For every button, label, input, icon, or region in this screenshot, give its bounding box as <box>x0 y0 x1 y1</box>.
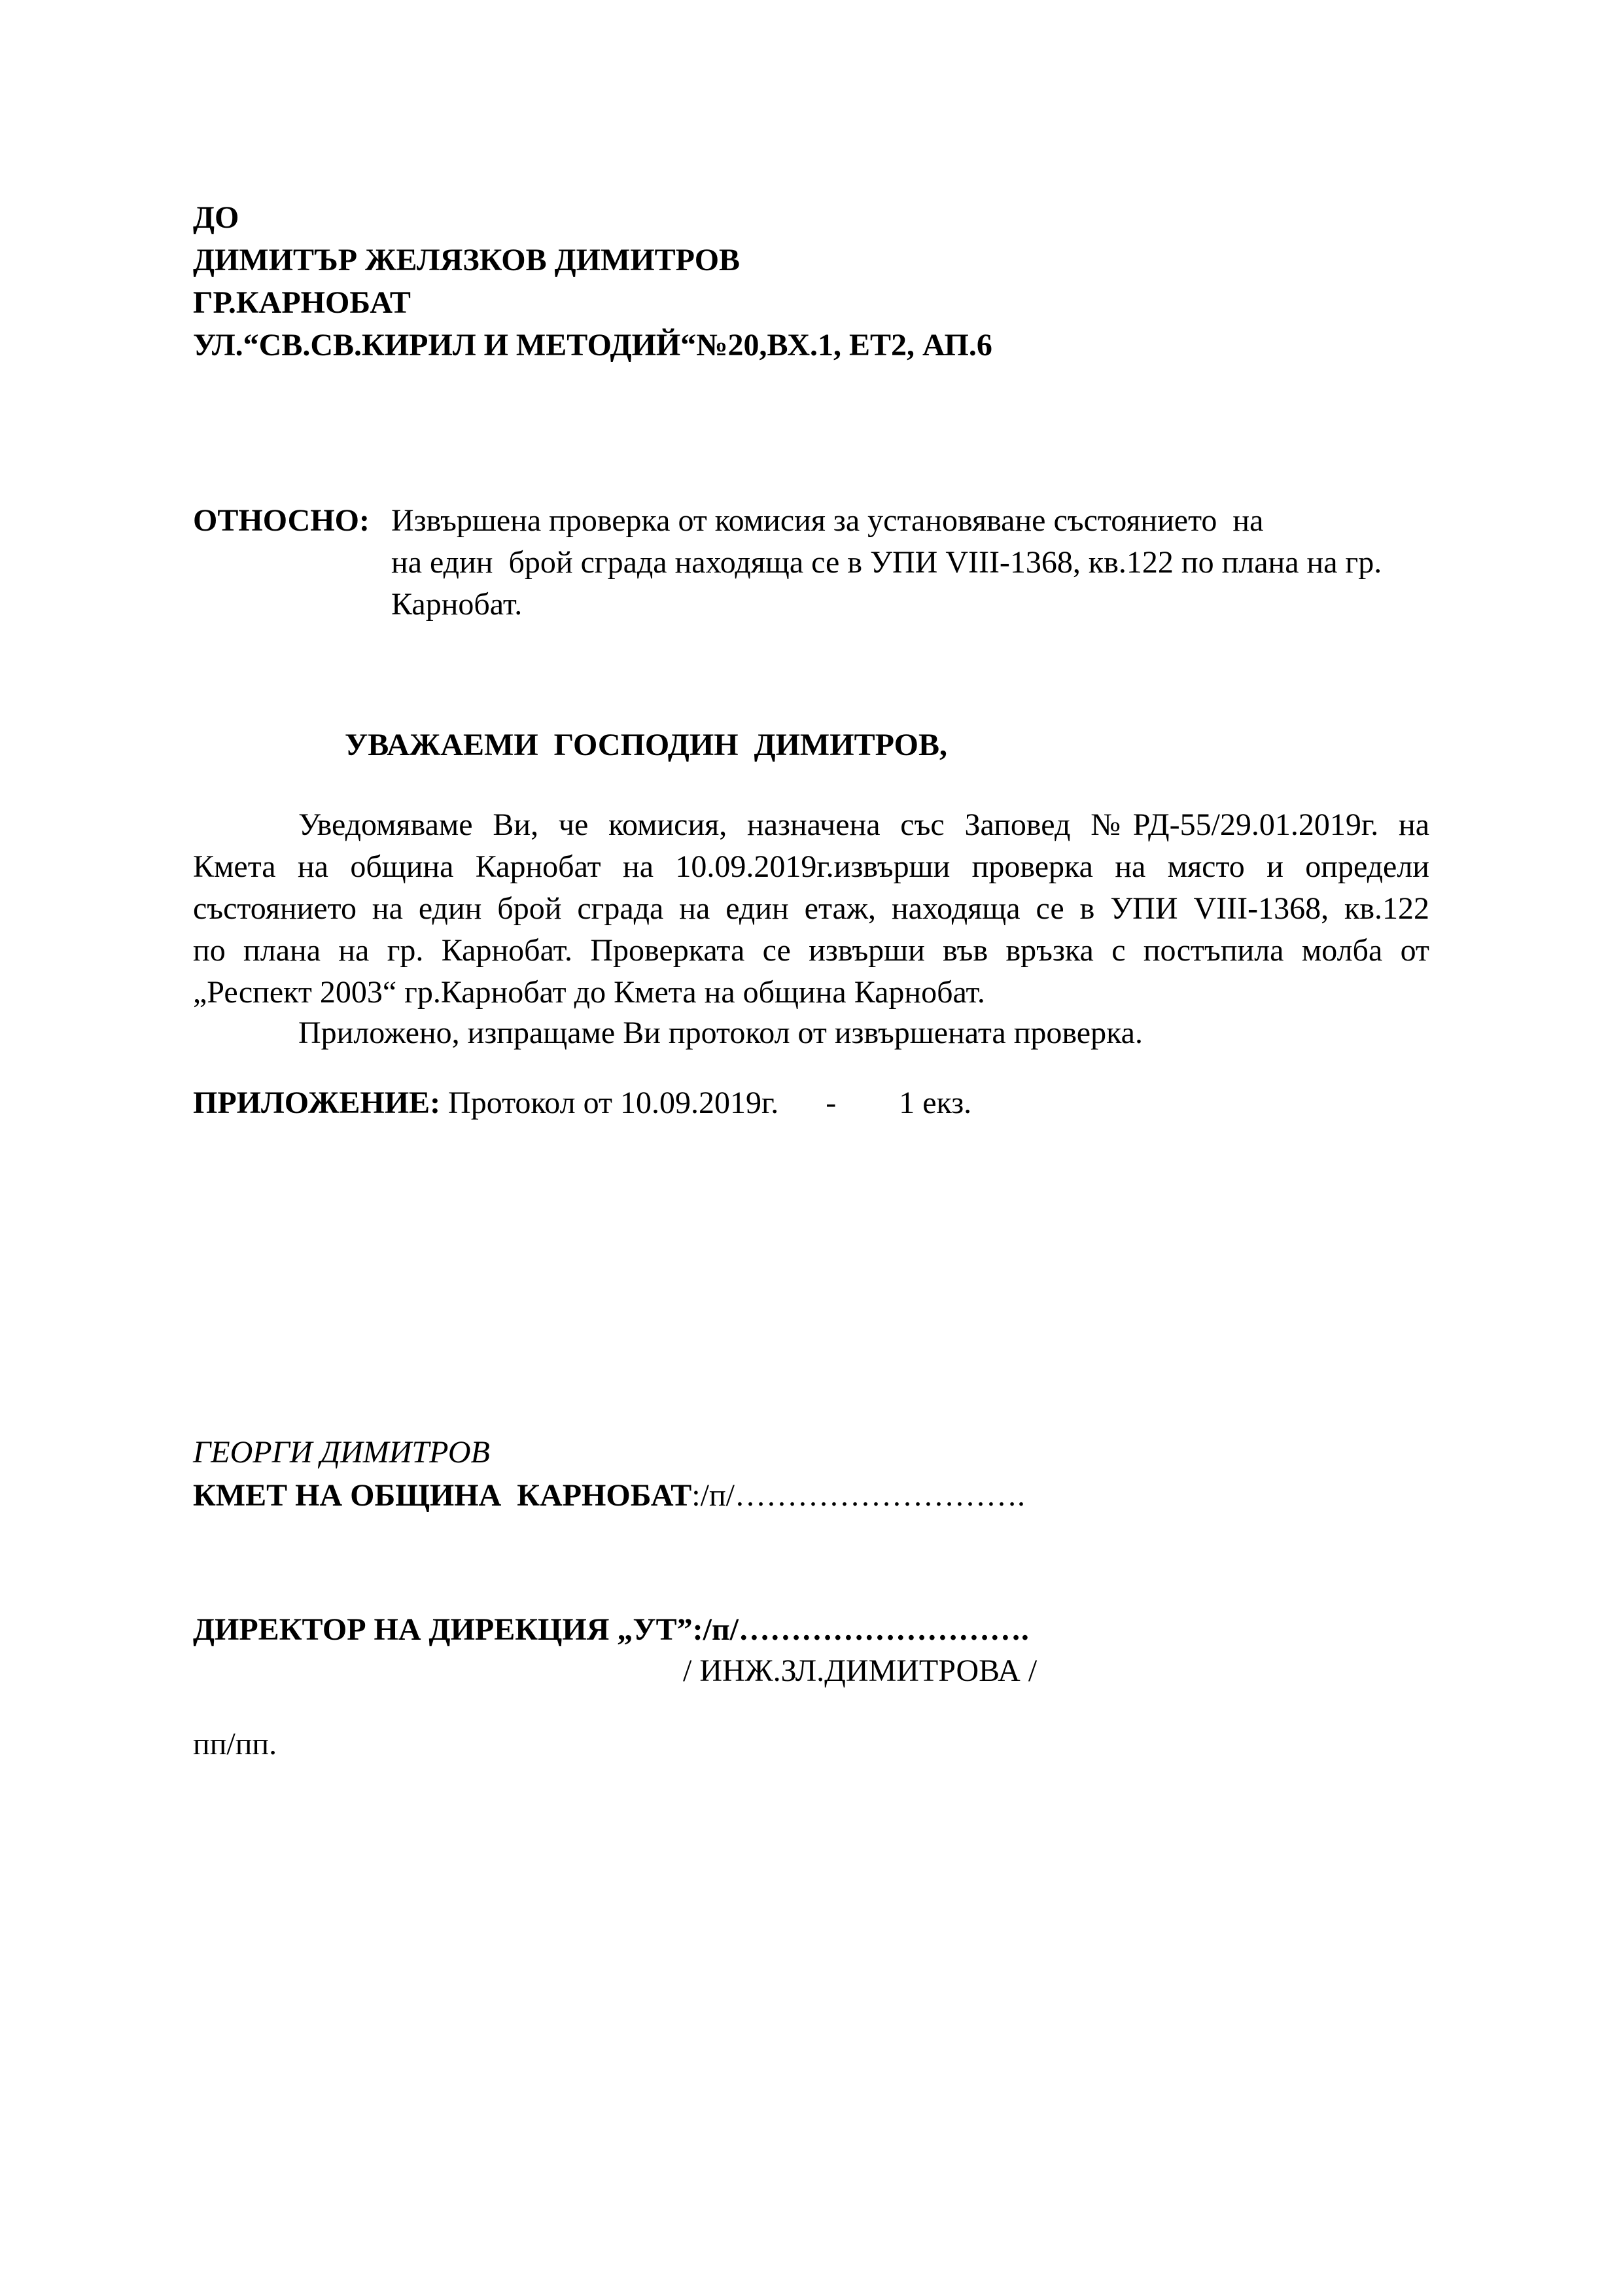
subject-line-2: на един брой сграда находяща се в УПИ VIII-1368, кв.122 по плана на гр. <box>391 545 1382 580</box>
body-paragraph-2: Приложено, изпращаме Ви протокол от извършената проверка. <box>298 1016 1143 1050</box>
recipient-city: ГР.КАРНОБАТ <box>193 285 411 320</box>
typist-initials: пп/пп. <box>193 1727 277 1761</box>
recipient-address: УЛ.“СВ.СВ.КИРИЛ И МЕТОДИЙ“№20,ВХ.1, ЕТ2, АП.6 <box>193 328 992 362</box>
mayor-title-line <box>193 1475 1025 1517</box>
subject-label: ОТНОСНО: <box>193 503 370 538</box>
recipient-to-label: ДО <box>193 200 239 235</box>
body-line-2: Кмета на община Карнобат на 10.09.2019г.извърши проверка на място и определи <box>193 849 1429 884</box>
body-line-5: „Респект 2003“ гр.Карнобат до Кмета на община Карнобат. <box>193 975 985 1010</box>
body-line-4: по плана на гр. Карнобат. Проверката се извърши във връзка с постъпила молба от <box>193 933 1429 968</box>
recipient-block <box>193 196 1429 366</box>
mayor-title: КМЕТ НА ОБЩИНА КАРНОБАТ <box>193 1478 692 1513</box>
body-line-3: състоянието на един брой сграда на един етаж, находяща се в УПИ VIII-1368, кв.122 <box>193 891 1429 926</box>
mayor-signature-dots: :/п/………………………. <box>691 1478 1025 1513</box>
subject-line-1: Извършена проверка от комисия за установяване състоянието на <box>391 503 1264 538</box>
subject-text <box>391 500 1438 626</box>
director-signed-by: / ИНЖ.ЗЛ.ДИМИТРОВА / <box>683 1653 1038 1688</box>
director-title-line: ДИРЕКТОР НА ДИРЕКЦИЯ „УТ”:/п/………………………. <box>193 1612 1029 1647</box>
body-line-1: Уведомяваме Ви, че комисия, назначена със Заповед №РД-55/29.01.2019г. на <box>298 807 1429 842</box>
attachment-label: ПРИЛОЖЕНИЕ: <box>193 1086 441 1120</box>
mayor-name: ГЕОРГИ ДИМИТРОВ <box>193 1435 490 1470</box>
body-paragraph-1 <box>193 804 1429 1014</box>
recipient-name: ДИМИТЪР ЖЕЛЯЗКОВ ДИМИТРОВ <box>193 243 741 277</box>
attachment-text: Протокол от 10.09.2019г. - 1 екз. <box>440 1086 972 1120</box>
subject-line-3: Карнобат. <box>391 587 523 622</box>
salutation: УВАЖАЕМИ ГОСПОДИН ДИМИТРОВ, <box>345 728 947 762</box>
attachment-line <box>193 1082 1501 1124</box>
